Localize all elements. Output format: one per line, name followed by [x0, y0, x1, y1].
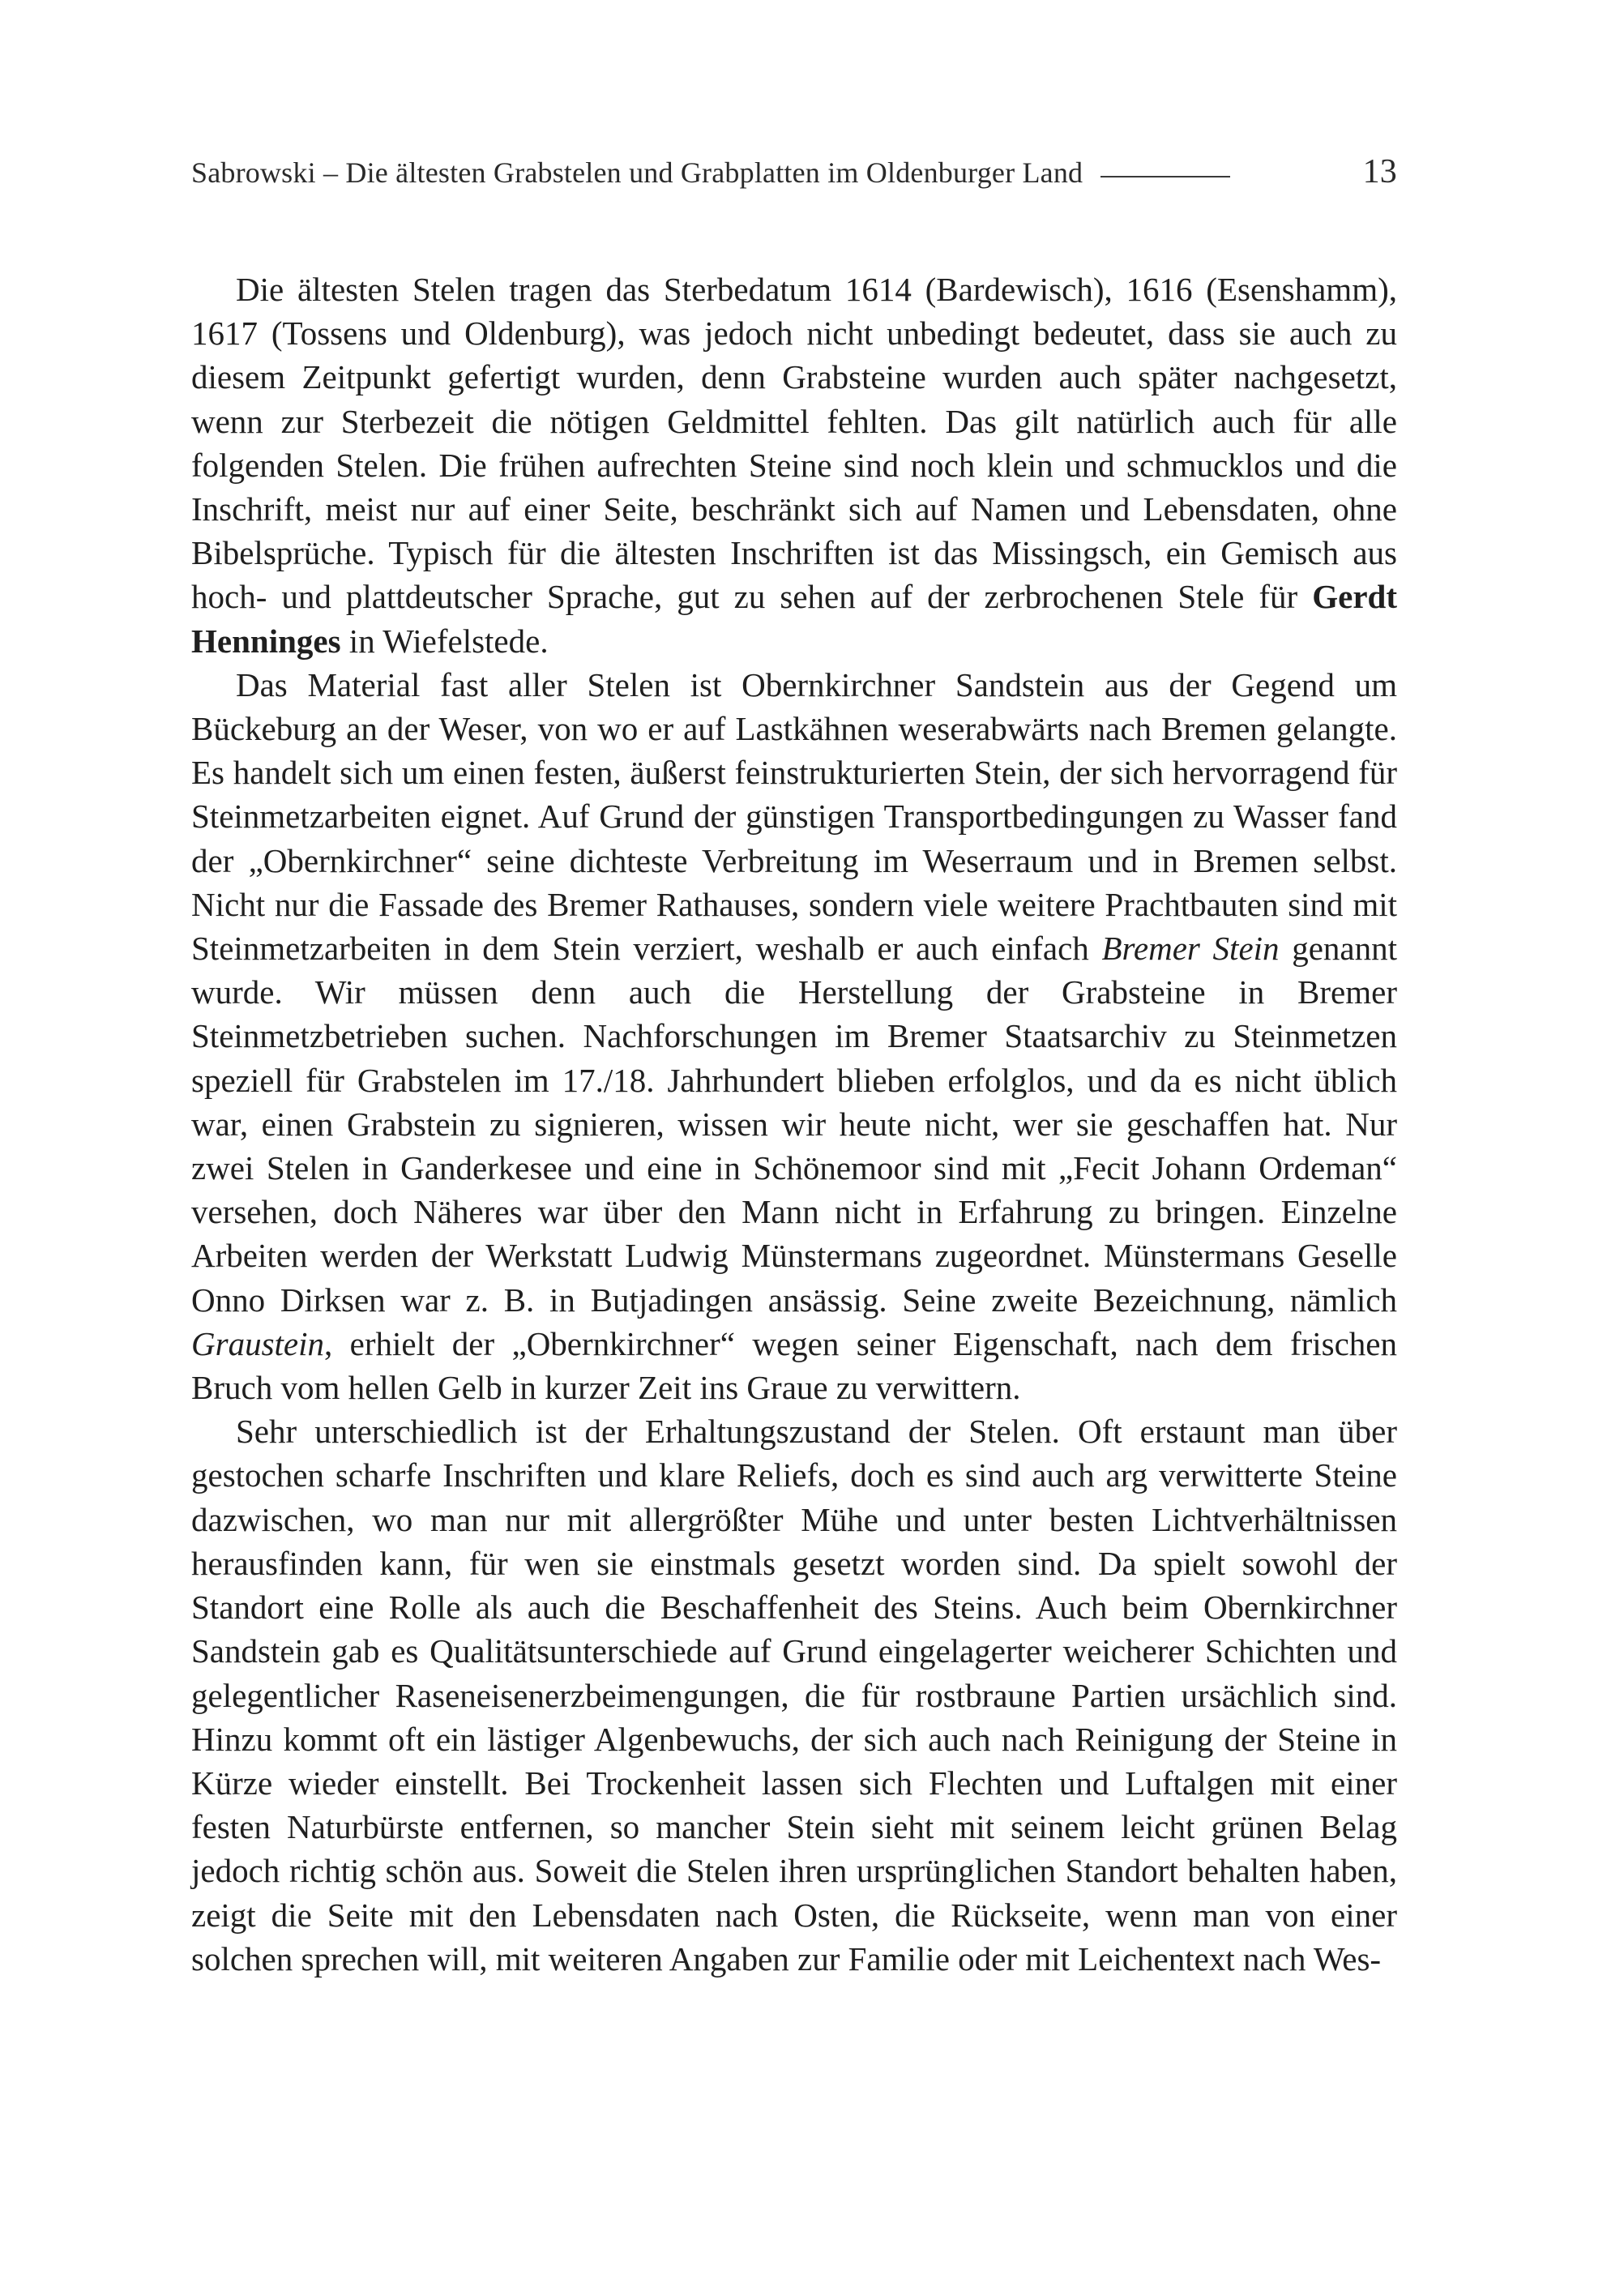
paragraph-text: , erhielt der „Obernkirchner“ wegen seiner Eigenschaft, nach dem frischen Bruch vom hellen Gelb in kurzer Zeit ins Graue zu verwittern.	[191, 1324, 1397, 1407]
paragraph	[191, 1409, 1397, 1981]
paragraph	[191, 267, 1397, 663]
emphasized-name: Gerdt Henninges	[191, 578, 1397, 660]
running-header	[191, 152, 1397, 198]
paragraph-text: in Wiefelstede.	[340, 622, 549, 660]
paragraph-text: Sehr unterschiedlich ist der Erhaltungszustand der Stelen. Oft erstaunt man über gestochen scharfe Inschriften und klare Reliefs, doch es sind auch arg verwitterte Steine dazwischen, wo man nur mit allergrößter Mühe und unter besten Lichtverhältnissen herausfinden kann, für wen sie einstmals gesetzt worden sind. Da spielt sowohl der Standort eine Rolle als auch die Beschaffenheit des Steins. Auch beim Obernkirchner Sandstein gab es Qualitätsunterschiede auf Grund eingelagerter weicherer Schichten und gelegentlicher Raseneisenerzbeimengungen, die für rostbraune Partien ursächlich sind. Hinzu kommt oft ein lästiger Algenbewuchs, der sich auch nach Reinigung der Steine in Kürze wieder einstellt. Bei Trockenheit lassen sich Flechten und Luftalgen mit einer festen Naturbürste entfernen, so mancher Stein sieht mit seinem leicht grünen Belag jedoch richtig schön aus. Soweit die Stelen ihren ursprünglichen Standort behalten haben, zeigt die Seite mit den Lebensdaten nach Osten, die Rückseite, wenn man von einer solchen sprechen will, mit weiteren Angaben zur Familie oder mit Leichentext nach Wes-	[191, 1413, 1397, 1977]
page-number: 13	[1362, 153, 1397, 190]
header-rule	[1100, 176, 1230, 177]
paragraph-text: Die ältesten Stelen tragen das Sterbedatum 1614 (Bardewisch), 1616 (Esenshamm), 1617 (Tossens und Oldenburg), was jedoch nicht unbedingt bedeutet, dass sie auch zu diesem Zeitpunkt gefertigt wurden, denn Grabsteine wurden auch später nachgesetzt, wenn zur Sterbezeit die nötigen Geldmittel fehlten. Das gilt natürlich auch für alle folgenden Stelen. Die frühen aufrechten Steine sind noch klein und schmucklos und die Inschrift, meist nur auf einer Seite, beschränkt sich auf Namen und Lebensdaten, ohne Bibelsprüche. Typisch für die ältesten Inschriften ist das Missingsch, ein Gemisch aus hoch- und plattdeutscher Sprache, gut zu sehen auf der zerbrochenen Stele für	[191, 271, 1397, 616]
paragraph	[191, 663, 1397, 1409]
paragraph-text: genannt wurde. Wir müssen denn auch die Herstellung der Grabsteine in Bremer Steinmetzbetrieben suchen. Nachforschungen im Bremer Staatsarchiv zu Steinmetzen speziell für Grabstelen im 17./18. Jahrhundert blieben erfolglos, und da es nicht üblich war, einen Grabstein zu signieren, wissen wir heute nicht, wer sie geschaffen hat. Nur zwei Stelen in Ganderkesee und eine in Schönemoor sind mit „Fecit Johann Ordeman“ versehen, doch Näheres war über den Mann nicht in Erfahrung zu bringen. Einzelne Arbeiten werden der Werkstatt Ludwig Münstermans zugeordnet. Münstermans Geselle Onno Dirksen war z. B. in Butjadingen ansässig. Seine zweite Bezeichnung, nämlich	[191, 930, 1398, 1319]
body-text	[191, 267, 1397, 1981]
italic-term: Bremer Stein	[1101, 930, 1280, 968]
italic-term: Graustein	[191, 1324, 324, 1362]
running-header-title: Sabrowski – Die ältesten Grabstelen und Grabplatten im Oldenburger Land	[191, 156, 1083, 189]
paragraph-text: Das Material fast aller Stelen ist Obernkirchner Sandstein aus der Gegend um Bückeburg an der Weser, von wo er auf Lastkähnen weserabwärts nach Bremen gelangte. Es handelt sich um einen festen, äußerst feinstrukturierten Stein, der sich hervorragend für Steinmetzarbeiten eignet. Auf Grund der günstigen Transportbedingungen zu Wasser fand der „Obernkirchner“ seine dichteste Verbreitung im Weserraum und in Bremen selbst. Nicht nur die Fassade des Bremer Rathauses, sondern viele weitere Prachtbauten sind mit Steinmetzarbeiten in dem Stein verziert, weshalb er auch einfach	[191, 665, 1397, 968]
